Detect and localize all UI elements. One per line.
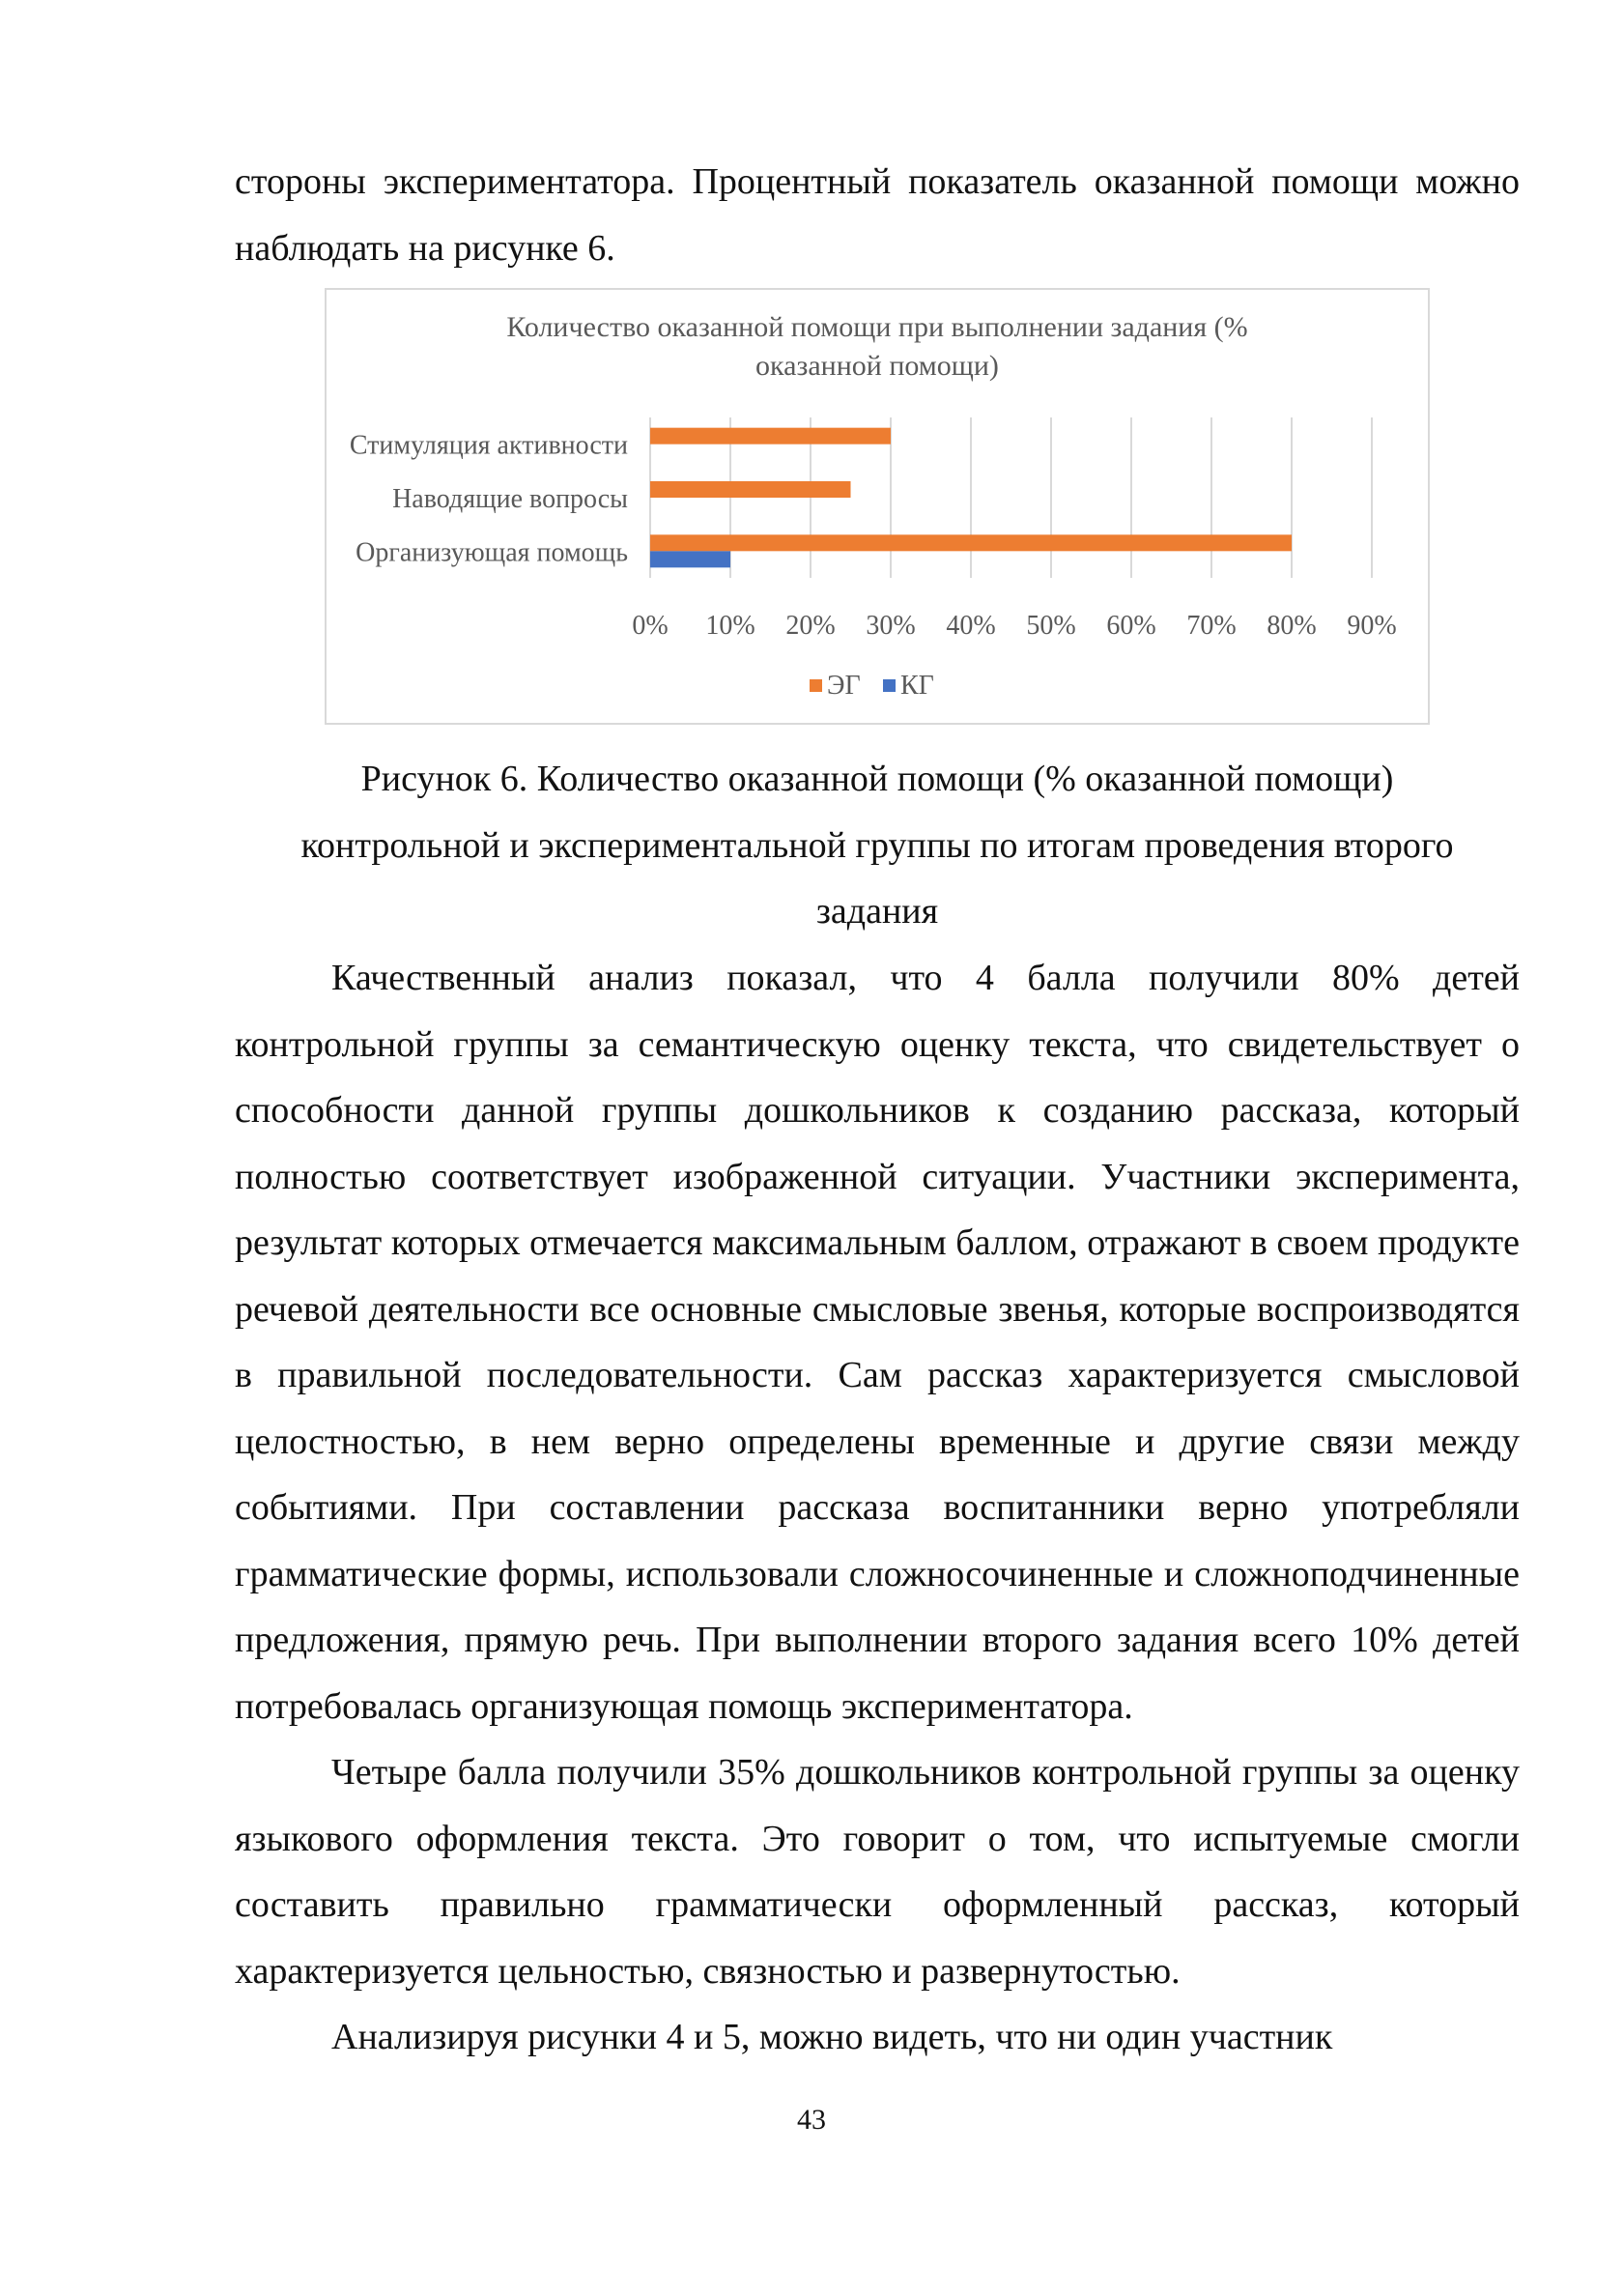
x-tick-label: 50% xyxy=(1026,611,1076,641)
chart-title-line: Количество оказанной помощи при выполнении задания (% xyxy=(506,311,1248,343)
paragraph-qualitative-analysis: Качественный анализ показал, что 4 балла получили 80% детей контрольной группы за семантическую оценку текста, что свидетельствует о способности данной группы дошкольников к созданию рассказа, который полностью соответствует изображенной ситуации. Участники эксперимента, результат которых отмечается максимальным баллом, отражают в своем продукте речевой деятельности все основные смысловые звенья, которые воспроизводятся в правильной последовательности. Сам рассказ характеризуется смысловой целостностью, в нем верно определены временные и другие связи между событиями. При составлении рассказа воспитанники верно употребляли грамматические формы, использовали сложносочиненные и сложноподчиненные предложения, прямую речь. При выполнении второго задания всего 10% детей потребовалась организующая помощь экспериментатора. xyxy=(235,958,1520,1727)
assistance-bar-chart xyxy=(325,288,1430,725)
bar-эг xyxy=(650,428,891,445)
category-label: Организующая помощь xyxy=(356,537,628,568)
paragraph-text: стороны экспериментатора. Процентный показатель оказанной помощи можно наблюдать на рисунке 6. xyxy=(235,161,1520,269)
paragraph-four-points: Четыре балла получили 35% дошкольников контрольной группы за оценку языкового оформления текста. Это говорит о том, что испытуемые смогли составить правильно грамматически оформленный рассказ, который характеризуется цельностью, связностью и развернутостью. xyxy=(235,1752,1520,1992)
x-tick-label: 10% xyxy=(705,611,755,641)
bar-эг xyxy=(650,481,851,498)
chart-x-tick-labels xyxy=(632,611,1396,641)
legend-swatch xyxy=(810,679,822,692)
x-tick-label: 90% xyxy=(1347,611,1397,641)
category-label: Стимуляция активности xyxy=(349,430,628,461)
legend-label: КГ xyxy=(900,671,934,701)
paragraph-analysis-figures: Анализируя рисунки 4 и 5, можно видеть, что ни один участник xyxy=(331,2017,1333,2057)
category-label: Наводящие вопросы xyxy=(392,484,628,514)
x-tick-label: 70% xyxy=(1186,611,1237,641)
chart-title-line: оказанной помощи) xyxy=(755,350,999,382)
x-tick-label: 80% xyxy=(1267,611,1317,641)
x-tick-label: 30% xyxy=(866,611,916,641)
caption-line-2: контрольной и экспериментальной группы по итогам проведения второго xyxy=(300,824,1454,866)
chart-category-labels xyxy=(350,431,628,568)
chart-legend xyxy=(810,671,934,701)
chart-canvas xyxy=(327,290,1428,723)
legend-label: ЭГ xyxy=(827,671,861,701)
legend-swatch xyxy=(883,679,896,692)
x-tick-label: 0% xyxy=(632,611,669,641)
body-paragraphs xyxy=(235,945,1520,2071)
x-tick-label: 60% xyxy=(1106,611,1156,641)
caption-line-1: Рисунок 6. Количество оказанной помощи (% оказанной помощи) xyxy=(360,759,1394,799)
paragraph-intro xyxy=(235,149,1520,281)
caption-line-3: задания xyxy=(815,891,939,932)
page-number: 43 xyxy=(797,2104,826,2136)
bar-кг xyxy=(650,551,730,567)
x-tick-label: 20% xyxy=(785,611,836,641)
chart-title xyxy=(506,311,1247,382)
x-tick-label: 40% xyxy=(946,611,996,641)
figure-caption xyxy=(235,746,1520,945)
bar-эг xyxy=(650,534,1292,551)
